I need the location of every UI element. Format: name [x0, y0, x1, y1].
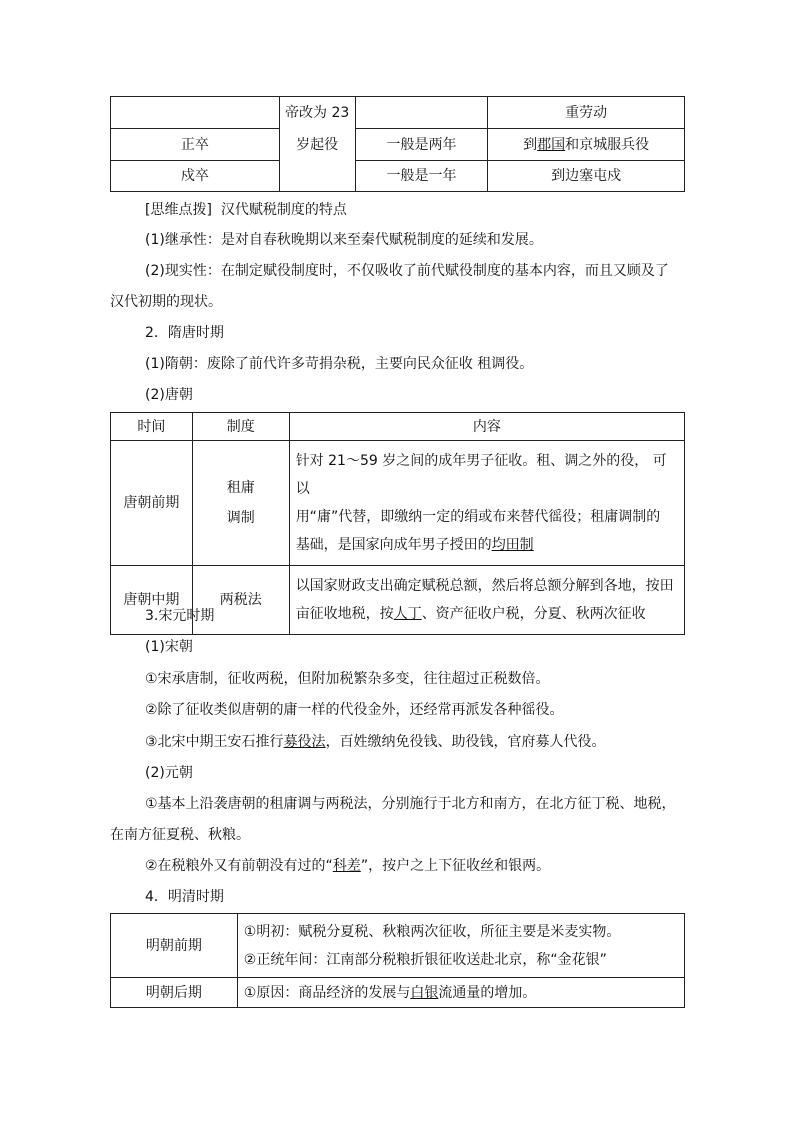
table-cell: 两税法: [192, 566, 289, 635]
tip-tag: [思维点拨]: [145, 202, 212, 218]
paragraph: (2)现实性：在制定赋役制度时，不仅吸收了前代赋役制度的基本内容，而且又顾及了: [145, 263, 669, 279]
table-cell: 一般是一年: [355, 161, 488, 192]
table-header: 制度: [192, 413, 289, 441]
table-cell: [289, 441, 684, 566]
table-cell: [237, 914, 684, 978]
cell-text: 流通量的增加。: [438, 984, 537, 1001]
cell-text: 和京城服兵役: [565, 136, 650, 153]
ming-tax-table: [110, 913, 685, 1008]
table-header: 内容: [289, 413, 684, 441]
table-cell: 到边塞屯戍: [488, 161, 685, 192]
table-cell: [237, 978, 684, 1008]
table-cell: 一般是两年: [355, 129, 488, 161]
cell-line: [296, 531, 678, 559]
table-cell: [289, 566, 684, 635]
section-heading: 3.宋元时期: [145, 608, 215, 624]
table-cell: 明朝后期: [111, 978, 238, 1008]
text: ③北宋中期王安石推行: [145, 734, 284, 750]
paragraph: (1)继承性：是对自春秋晚期以来至秦代赋税制度的延续和发展。: [145, 232, 543, 248]
paragraph: [145, 856, 550, 876]
cell-text: 用“庸”代替，即缴纳一定的绢或布来替代徭役；租庸调制的: [295, 509, 661, 525]
cell-text: 到: [523, 136, 538, 153]
table-cell: 唐朝中期: [111, 566, 193, 635]
paragraph: ①基本上沿袭唐朝的租庸调与两税法，分别施行于北方和南方，在北方征丁税、地税，: [145, 796, 676, 812]
paragraph: (1)隋朝：废除了前代许多苛捐杂税，主要向民众征收 租调役。: [145, 356, 534, 372]
table-cell: 明朝前期: [111, 914, 238, 978]
cell-text: ①明初：赋税分夏税、秋粮两次征收，所征主要是米麦实物。: [243, 923, 621, 940]
cell-text: 、资产征收户税，分夏、秋两次征收: [421, 606, 646, 622]
table-cell: 唐朝前期: [111, 441, 193, 566]
subheading: (2)元朝: [145, 765, 193, 781]
text: ②在税粮外又有前朝没有过的“: [145, 858, 333, 874]
table-cell: 戍卒: [111, 161, 280, 192]
underlined-term: 科差: [332, 858, 361, 874]
table-cell: [192, 441, 289, 566]
paragraph: (2)唐朝: [145, 387, 193, 403]
cell-text: ①原因：商品经济的发展与: [243, 984, 411, 1001]
cell-text: 帝改为 23: [285, 105, 350, 121]
table-cell: [488, 129, 685, 161]
section-heading: 4．明清时期: [145, 889, 224, 905]
underlined-term: 募役法: [283, 734, 326, 750]
text: ，百姓缴纳免役钱、助役钱，官府募人代役。: [325, 734, 606, 750]
han-labor-table: [110, 96, 685, 192]
cell-text: ②正统年间：江南部分税粮折银征收送赴北京，称“金花银”: [243, 951, 607, 968]
paragraph: [145, 732, 606, 752]
cell-text: 针对 21～59 岁之间的成年男子征收。租、调之外的役， 可以: [295, 453, 667, 497]
table-cell: 重劳动: [488, 97, 685, 129]
underlined-term: 人丁: [393, 606, 422, 622]
text: ”，按户之上下征收丝和银两。: [360, 858, 551, 874]
paragraph: ②除了征收类似唐朝的庸一样的代役金外，还经常再派发各种徭役。: [145, 702, 564, 718]
cell-text: 岁起役: [296, 137, 339, 153]
tip-title: 汉代赋税制度的特点: [220, 202, 347, 218]
table-cell: [355, 97, 488, 129]
paragraph: 汉代初期的现状。: [110, 294, 222, 310]
table-cell: [111, 97, 280, 129]
table-header: 时间: [111, 413, 193, 441]
table-cell: [279, 97, 355, 192]
section-heading: 2．隋唐时期: [145, 325, 224, 341]
subheading: (1)宋朝: [145, 639, 193, 655]
cell-text: 调制: [226, 510, 255, 526]
underlined-term: 白银: [410, 984, 439, 1001]
cell-text: 以国家财政支出确定赋税总额，然后将总额分解到各地，按田: [295, 578, 674, 594]
tip-heading: [145, 200, 347, 220]
underlined-term: 郡国: [537, 136, 566, 153]
underlined-term: 均田制: [491, 537, 534, 553]
tang-tax-table: [110, 412, 685, 635]
paragraph: 在南方征夏税、秋粮。: [110, 827, 250, 843]
cell-text: 租庸: [226, 480, 255, 496]
cell-text: 基础，是国家向成年男子授田的: [295, 537, 492, 553]
table-cell: 正卒: [111, 129, 280, 161]
cell-text: 亩征收地税，按: [295, 606, 394, 622]
cell-line: [296, 600, 678, 628]
paragraph: ①宋承唐制，征收两税，但附加税繁杂多变，往往超过正税数倍。: [145, 671, 550, 687]
